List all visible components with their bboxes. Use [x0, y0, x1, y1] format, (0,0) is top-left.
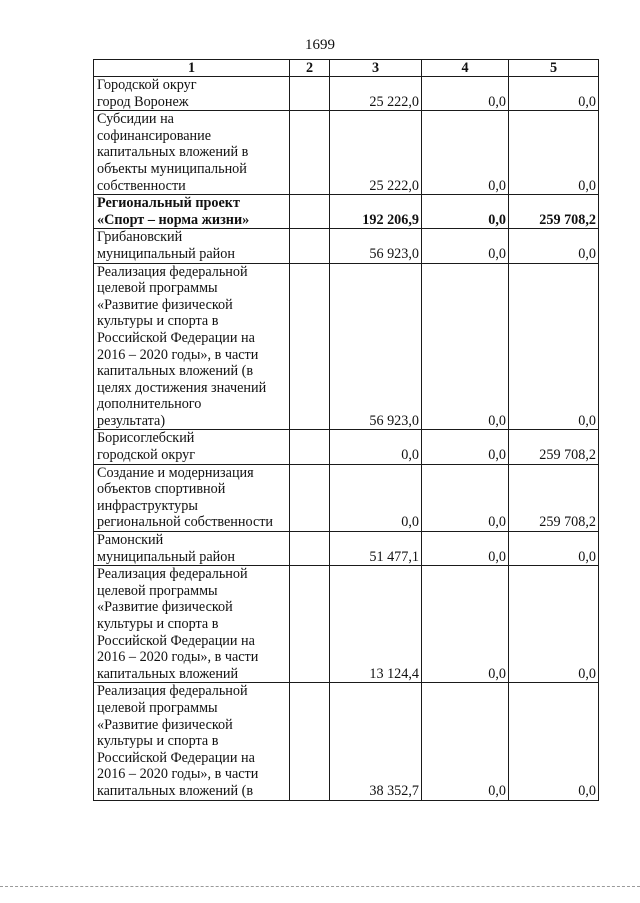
table-body — [94, 77, 599, 801]
page-number: 1699 — [305, 37, 335, 53]
header-col-1: 1 — [94, 60, 290, 77]
row-col-4: 0,0 — [422, 464, 509, 531]
row-col-5: 259 708,2 — [509, 430, 599, 464]
table-row — [94, 263, 599, 430]
table-header — [94, 60, 599, 77]
row-name: Создание и модернизация объектов спортивной инфраструктуры региональной собственности — [94, 464, 290, 531]
table-row — [94, 683, 599, 800]
row-col-3: 0,0 — [330, 464, 422, 531]
table-row — [94, 195, 599, 229]
header-col-3: 3 — [330, 60, 422, 77]
row-col-4: 0,0 — [422, 77, 509, 111]
row-col-2 — [290, 111, 330, 195]
row-col-5: 0,0 — [509, 683, 599, 800]
header-row — [94, 60, 599, 77]
header-col-5: 5 — [509, 60, 599, 77]
row-col-2 — [290, 195, 330, 229]
table-row — [94, 464, 599, 531]
row-col-3: 38 352,7 — [330, 683, 422, 800]
row-col-2 — [290, 683, 330, 800]
row-col-2 — [290, 77, 330, 111]
row-col-5: 259 708,2 — [509, 195, 599, 229]
row-col-4: 0,0 — [422, 430, 509, 464]
row-name: Реализация федеральной целевой программы «Развитие физической культуры и спорта в Российской Федерации на 2016 – 2020 годы», в части капитальных вложений — [94, 566, 290, 683]
row-col-2 — [290, 464, 330, 531]
budget-table — [93, 59, 599, 801]
row-col-4: 0,0 — [422, 683, 509, 800]
row-col-4: 0,0 — [422, 263, 509, 430]
table-row — [94, 111, 599, 195]
row-name: Реализация федеральной целевой программы «Развитие физической культуры и спорта в Российской Федерации на 2016 – 2020 годы», в части капитальных вложений (в — [94, 683, 290, 800]
row-col-4: 0,0 — [422, 229, 509, 263]
row-col-3: 13 124,4 — [330, 566, 422, 683]
row-name: Борисоглебский городской округ — [94, 430, 290, 464]
row-col-5: 0,0 — [509, 229, 599, 263]
scan-bottom-edge — [0, 886, 640, 887]
row-col-3: 51 477,1 — [330, 532, 422, 566]
row-col-2 — [290, 263, 330, 430]
row-col-2 — [290, 532, 330, 566]
row-col-3: 25 222,0 — [330, 111, 422, 195]
row-name: Рамонский муниципальный район — [94, 532, 290, 566]
table-row — [94, 566, 599, 683]
row-col-3: 56 923,0 — [330, 229, 422, 263]
row-name: Грибановский муниципальный район — [94, 229, 290, 263]
table-row — [94, 532, 599, 566]
row-col-3: 56 923,0 — [330, 263, 422, 430]
row-name: Субсидии на софинансирование капитальных вложений в объекты муниципальной собственности — [94, 111, 290, 195]
header-col-2: 2 — [290, 60, 330, 77]
row-name: Региональный проект «Спорт – норма жизни» — [94, 195, 290, 229]
row-col-3: 192 206,9 — [330, 195, 422, 229]
row-col-2 — [290, 566, 330, 683]
row-col-4: 0,0 — [422, 111, 509, 195]
row-col-2 — [290, 229, 330, 263]
header-col-4: 4 — [422, 60, 509, 77]
row-name: Реализация федеральной целевой программы «Развитие физической культуры и спорта в Российской Федерации на 2016 – 2020 годы», в части капитальных вложений (в целях достижения значений дополнительного результата) — [94, 263, 290, 430]
row-col-5: 0,0 — [509, 263, 599, 430]
row-col-5: 0,0 — [509, 111, 599, 195]
table-row — [94, 430, 599, 464]
row-col-3: 25 222,0 — [330, 77, 422, 111]
row-col-2 — [290, 430, 330, 464]
row-col-3: 0,0 — [330, 430, 422, 464]
row-col-4: 0,0 — [422, 566, 509, 683]
table-row — [94, 77, 599, 111]
row-name: Городской округ город Воронеж — [94, 77, 290, 111]
row-col-5: 0,0 — [509, 532, 599, 566]
row-col-4: 0,0 — [422, 532, 509, 566]
row-col-4: 0,0 — [422, 195, 509, 229]
table-row — [94, 229, 599, 263]
row-col-5: 0,0 — [509, 566, 599, 683]
row-col-5: 259 708,2 — [509, 464, 599, 531]
row-col-5: 0,0 — [509, 77, 599, 111]
